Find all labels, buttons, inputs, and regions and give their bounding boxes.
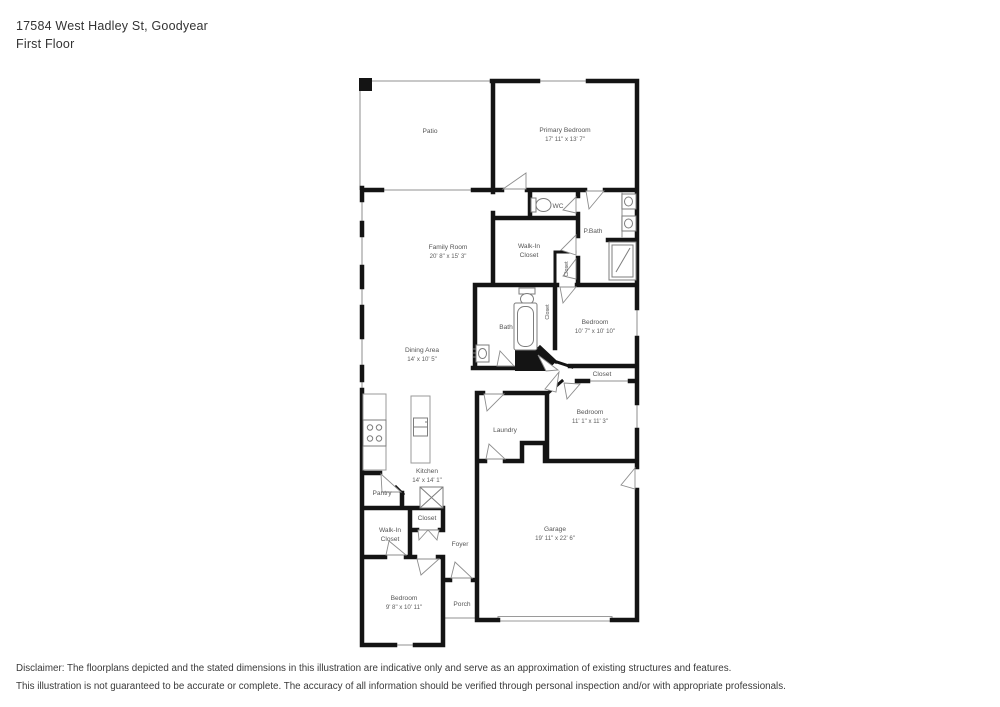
label-bedroom-ne: Bedroom bbox=[581, 319, 609, 326]
utility-box-icon bbox=[420, 487, 443, 508]
front-door bbox=[451, 562, 472, 578]
garage-entry-door bbox=[486, 444, 505, 459]
address-title: 17584 West Hadley St, Goodyear bbox=[16, 19, 208, 33]
dims-bedroom-ne: 10' 7" x 10' 10" bbox=[574, 328, 616, 335]
label-walk-in-closet-sw-2: Closet bbox=[380, 536, 400, 543]
closet-bifold-right bbox=[428, 530, 439, 540]
label-closet-hall-small: Closet bbox=[564, 261, 570, 277]
label-dining-area: Dining Area bbox=[404, 347, 440, 354]
bedroom-ne-door bbox=[560, 287, 576, 303]
garage-door bbox=[498, 617, 612, 622]
dims-garage: 19' 11" x 22' 6" bbox=[535, 535, 575, 542]
label-porch: Porch bbox=[453, 601, 471, 608]
range-icon bbox=[363, 420, 386, 446]
hall-swing-2 bbox=[545, 372, 559, 392]
shower-icon bbox=[609, 242, 636, 280]
label-walk-in-closet-sw-1: Walk-In bbox=[378, 527, 402, 534]
floor-label: First Floor bbox=[16, 37, 75, 51]
wc-door bbox=[563, 197, 576, 213]
bath-door bbox=[497, 351, 514, 366]
label-closet-kitchen: Closet bbox=[417, 515, 437, 522]
patio-pillar bbox=[359, 78, 372, 91]
label-wc: WC bbox=[552, 203, 564, 210]
label-closet-bath-hall: Closet bbox=[545, 304, 551, 320]
bedroom-e-door bbox=[564, 383, 580, 399]
dims-kitchen: 14' x 14' 1" bbox=[412, 477, 442, 484]
wc-toilet-icon bbox=[531, 198, 551, 212]
dims-family-room: 20' 8" x 15' 3" bbox=[429, 253, 467, 260]
label-walk-in-closet-primary-2: Closet bbox=[519, 252, 539, 259]
label-garage: Garage bbox=[544, 526, 566, 533]
bathtub-icon bbox=[514, 303, 537, 350]
label-closet-bedroom-ne: Closet bbox=[592, 371, 612, 378]
bath-toilet-icon bbox=[519, 288, 535, 305]
disclaimer-line2: This illustration is not guaranteed to be accurate or complete. The accuracy of all information should be verified through personal inspection and/or with appropriate professionals. bbox=[16, 681, 786, 692]
dims-bedroom-e: 11' 1" x 11' 3" bbox=[572, 418, 608, 425]
label-bath: Bath bbox=[499, 324, 513, 331]
label-bedroom-e: Bedroom bbox=[576, 409, 604, 416]
label-bedroom-sw: Bedroom bbox=[390, 595, 418, 602]
label-foyer: Foyer bbox=[451, 541, 469, 548]
label-laundry: Laundry bbox=[493, 427, 517, 434]
closet-bifold-left bbox=[418, 530, 428, 540]
label-walk-in-closet-primary-1: Walk-In bbox=[517, 243, 541, 250]
label-patio: Patio bbox=[422, 128, 438, 135]
primary-bedroom-door bbox=[503, 173, 526, 189]
walk-in-closet-sw-door bbox=[386, 541, 406, 555]
kitchen-island-icon bbox=[411, 396, 430, 463]
laundry-door bbox=[484, 394, 504, 411]
label-primary-bath: P.Bath bbox=[583, 228, 603, 235]
label-primary-bedroom: Primary Bedroom bbox=[539, 127, 591, 134]
disclaimer-line1: Disclaimer: The floorplans depicted and the stated dimensions in this illustration are indicative only and serve as an approximation of existing structures and features. bbox=[16, 663, 732, 674]
label-kitchen: Kitchen bbox=[416, 468, 438, 475]
bedroom-sw-door bbox=[417, 559, 439, 575]
primary-bath-door bbox=[586, 191, 604, 209]
dims-primary-bedroom: 17' 11" x 13' 7" bbox=[545, 136, 585, 143]
label-pantry: Pantry bbox=[372, 490, 392, 497]
double-vanity-icon bbox=[622, 192, 636, 238]
dims-dining-area: 14' x 10' 5" bbox=[407, 356, 437, 363]
label-family-room: Family Room bbox=[428, 244, 468, 251]
dims-bedroom-sw: 9' 8" x 10' 11" bbox=[385, 604, 423, 611]
garage-side-door bbox=[621, 468, 635, 489]
